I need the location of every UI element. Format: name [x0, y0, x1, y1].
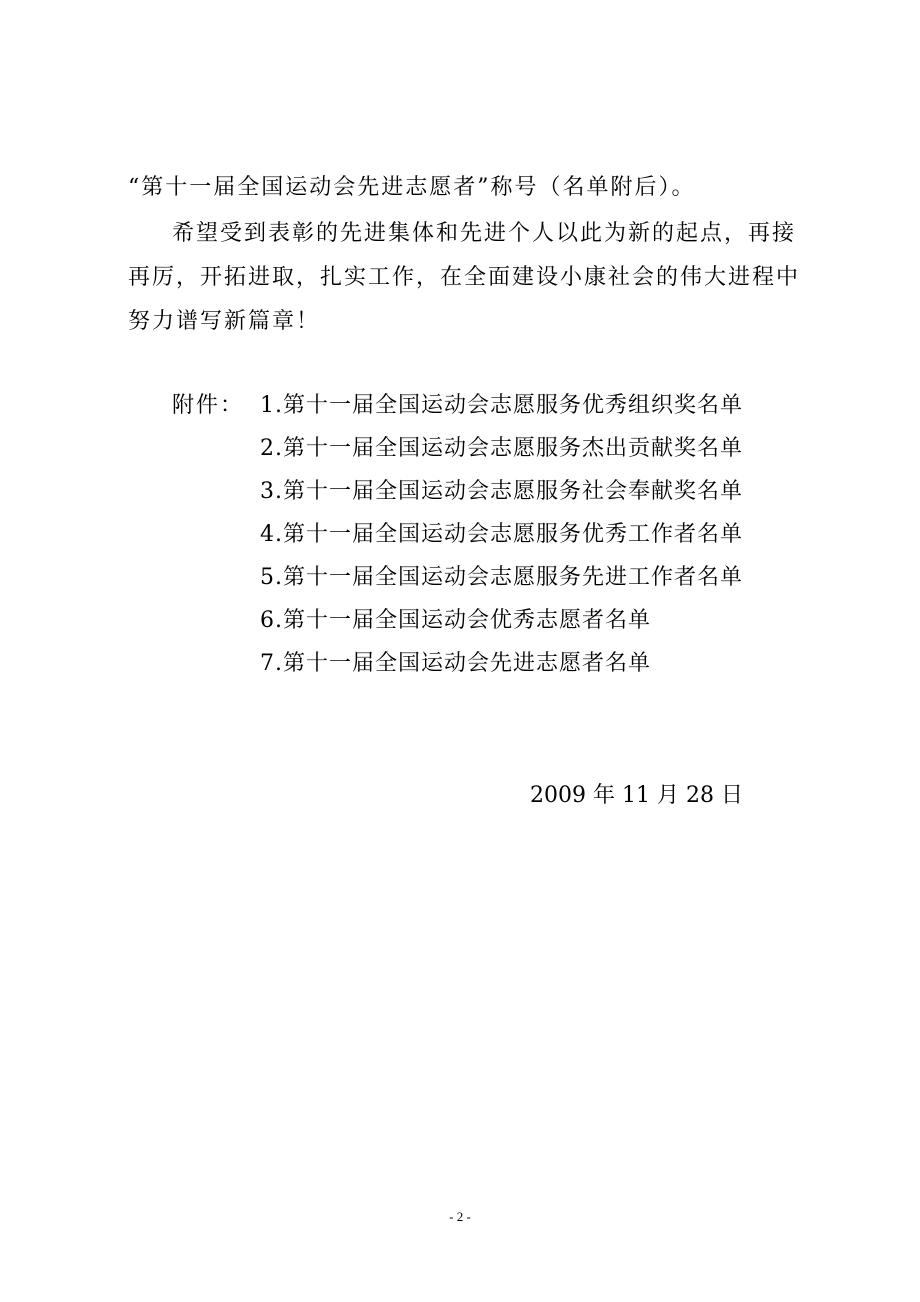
attachment-item: 7.第十一届全国运动会先进志愿者名单: [260, 651, 651, 676]
attachment-item: 1.第十一届全国运动会志愿服务优秀组织奖名单: [260, 393, 743, 418]
attachment-item: 6.第十一届全国运动会优秀志愿者名单: [260, 608, 651, 633]
paragraph-line-3: 努力谱写新篇章！: [128, 309, 321, 334]
paragraph-continuation-line: “第十一届全国运动会先进志愿者”称号（名单附后）。: [128, 175, 696, 200]
attachment-item: 4.第十一届全国运动会志愿服务优秀工作者名单: [260, 522, 743, 547]
attachments-label: 附件：: [172, 393, 245, 418]
page-number: - 2 -: [449, 1209, 471, 1224]
paragraph-line-1: 希望受到表彰的先进集体和先进个人以此为新的起点，再接: [172, 221, 797, 246]
document-date: 2009 年 11 月 28 日: [530, 783, 743, 808]
attachment-item: 5.第十一届全国运动会志愿服务先进工作者名单: [260, 565, 743, 590]
paragraph-line-2: 再厉，开拓进取，扎实工作，在全面建设小康社会的伟大进程中: [128, 265, 801, 290]
attachment-item: 2.第十一届全国运动会志愿服务杰出贡献奖名单: [260, 436, 743, 461]
attachment-item: 3.第十一届全国运动会志愿服务社会奉献奖名单: [260, 479, 743, 504]
